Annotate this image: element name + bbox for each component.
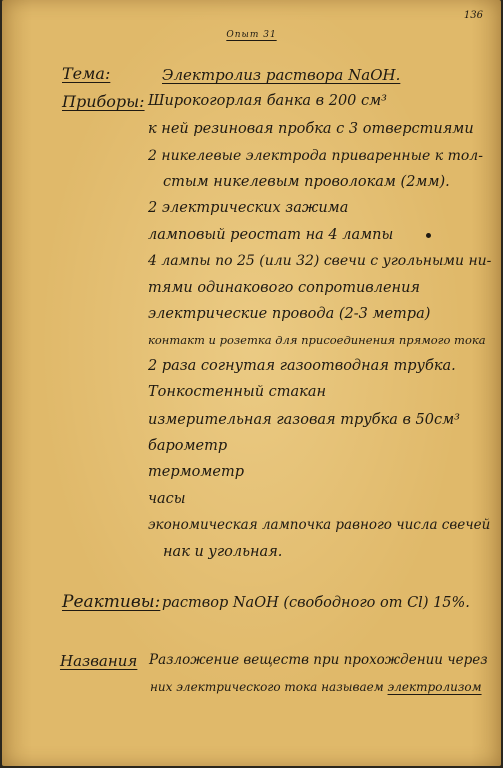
reagents-value: раствор NaOH (свободного от Cl) 15%. (162, 595, 470, 611)
instrument-line: к ней резиновая пробка с 3 отверстиями (148, 121, 474, 137)
instrument-line: 4 лампы по 25 (или 32) свечи с угольными ни- (148, 253, 492, 269)
topic-label: Тема: (62, 64, 111, 83)
document-page (2, 0, 501, 766)
instrument-line: тями одинакового сопротивления (148, 280, 421, 296)
ink-dot (426, 233, 431, 238)
instrument-line: часы (148, 491, 186, 507)
instrument-line: экономическая лампочка равного числа свечей (148, 517, 491, 533)
definition-term: электролизом (387, 680, 482, 694)
instrument-line: электрические провода (2-3 метра) (148, 306, 431, 322)
instrument-line: 2 никелевые электрода приваренные к тол- (148, 148, 483, 164)
instrument-line: 2 электрических зажима (148, 200, 349, 216)
definition-line-1: Разложение веществ при прохождении через (149, 652, 488, 668)
instrument-line: барометр (148, 438, 228, 454)
topic-value: Электролиз раствора NaOH. (162, 66, 401, 84)
instrument-line: стым никелевым проволокам (2мм). (163, 174, 450, 190)
instrument-line: нак и угольная. (163, 544, 283, 560)
instrument-line: Широкогорлая банка в 200 см³ (148, 93, 387, 109)
instruments-label: Приборы: (62, 92, 145, 111)
instrument-line: контакт и розетка для присоединения прямого тока (148, 333, 486, 347)
instrument-line: Тонкостенный стакан (148, 384, 327, 400)
definition-label: Названия (60, 652, 138, 670)
instrument-line: термометр (148, 464, 244, 480)
definition-line-2-text: них электрического тока называем (150, 680, 384, 694)
page-number: 136 (463, 10, 483, 21)
instrument-line: ламповый реостат на 4 лампы (148, 227, 394, 243)
definition-line-2 (150, 680, 482, 694)
reagents-label: Реактивы: (62, 592, 161, 612)
instrument-line: 2 раза согнутая газоотводная трубка. (148, 358, 456, 374)
experiment-title: Опыт 31 (226, 30, 277, 40)
instrument-line: измерительная газовая трубка в 50см³ (148, 412, 460, 428)
